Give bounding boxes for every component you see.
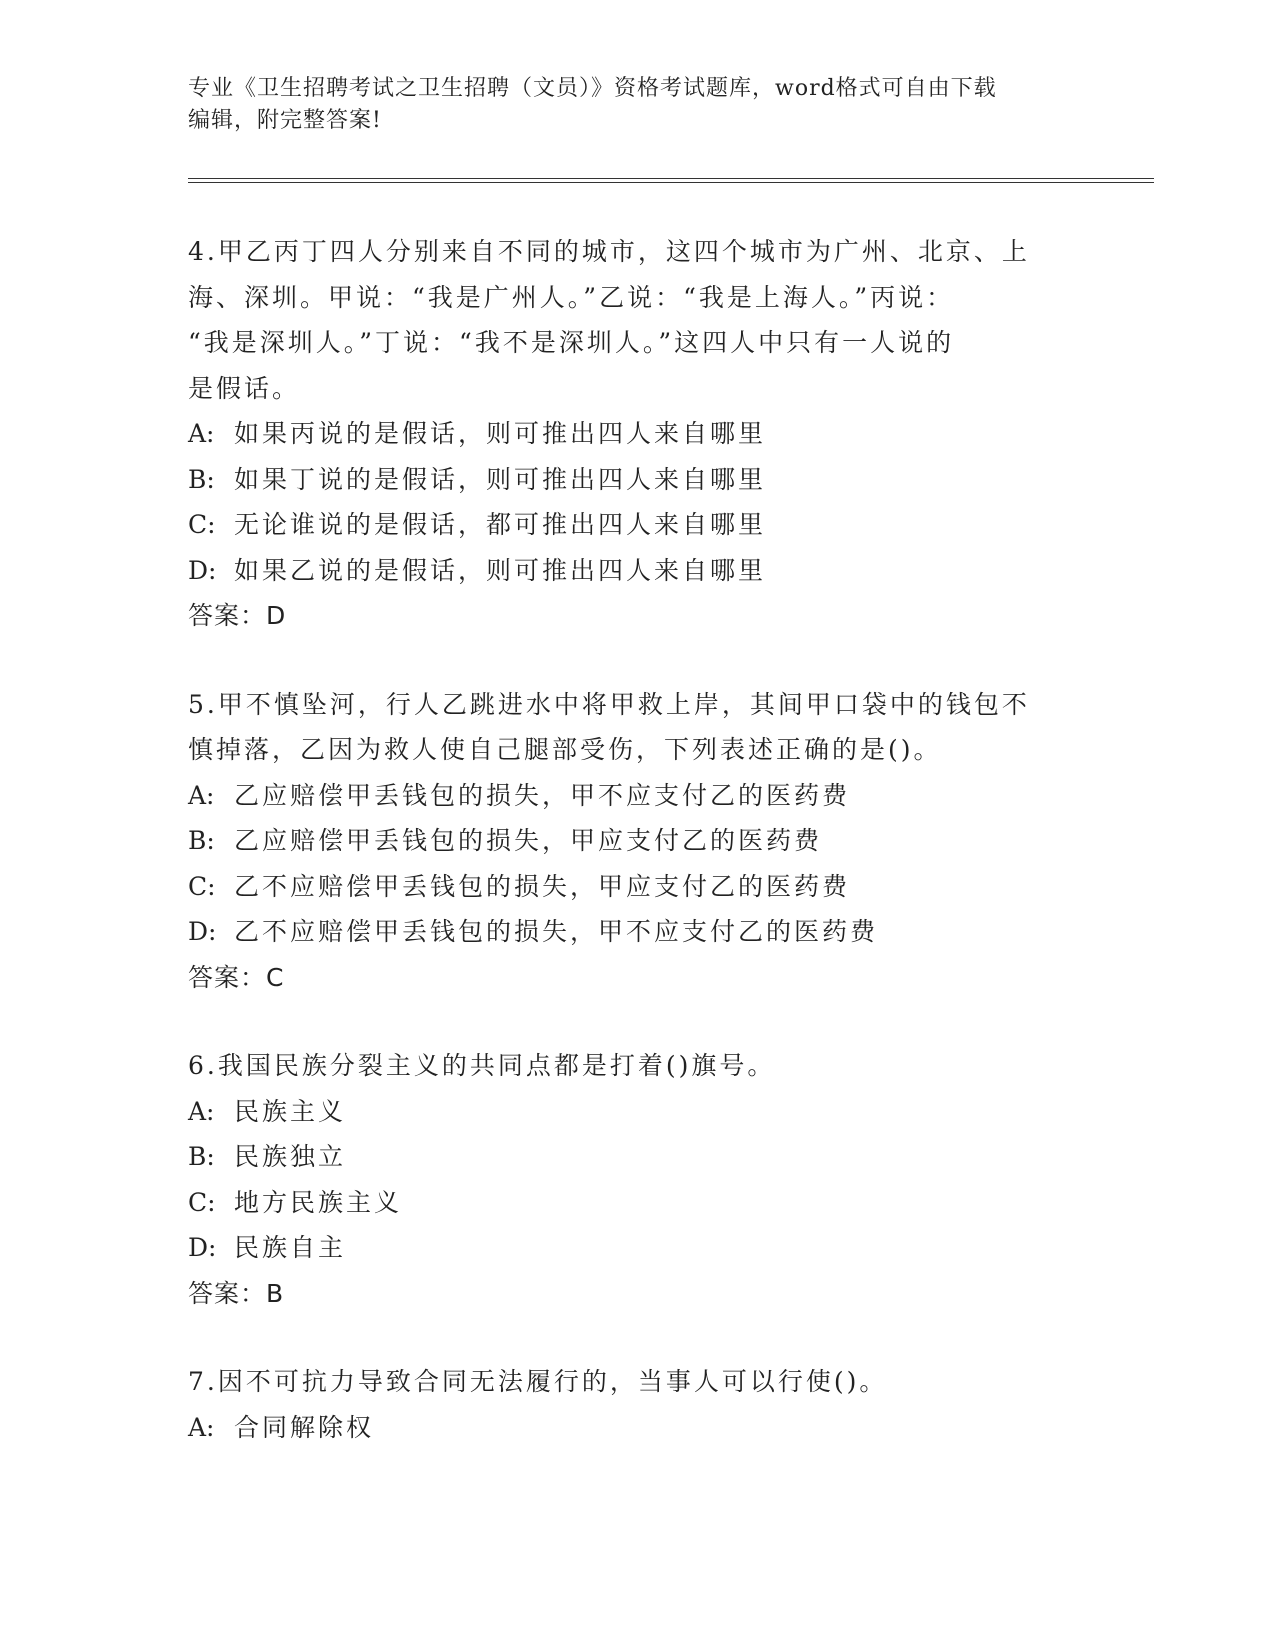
option-text: 乙不应赔偿甲丢钱包的损失，甲不应支付乙的医药费: [234, 917, 879, 946]
option-b: [188, 457, 1088, 503]
option-text: 无论谁说的是假话，都可推出四人来自哪里: [234, 510, 767, 539]
option-text: 如果丁说的是假话，则可推出四人来自哪里: [234, 464, 767, 494]
question-list: [188, 229, 1088, 1493]
option-b: [188, 1134, 1088, 1180]
header-divider: [188, 178, 1154, 183]
question-4: [188, 229, 1088, 639]
answer: 答案：B: [188, 1278, 285, 1308]
question-stem-line: 5.甲不慎坠河，行人乙跳进水中将甲救上岸，其间甲口袋中的钱包不: [188, 689, 1030, 719]
option-text: 民族主义: [234, 1096, 347, 1126]
option-b: [188, 818, 1088, 864]
option-c: [188, 1180, 1088, 1226]
option-text: 如果乙说的是假话，则可推出四人来自哪里: [234, 555, 767, 585]
option-text: 乙应赔偿甲丢钱包的损失，甲不应支付乙的医药费: [234, 780, 851, 810]
option-label: D:: [188, 555, 217, 585]
question-stem-line: 慎掉落，乙因为救人使自己腿部受伤，下列表述正确的是()。: [188, 735, 942, 764]
option-a: [188, 773, 1088, 819]
question-5: [188, 682, 1088, 1001]
header-line-2: 编辑，附完整答案!: [188, 108, 382, 133]
option-label: D:: [188, 917, 217, 946]
question-6: [188, 1043, 1088, 1316]
option-d: [188, 1225, 1088, 1271]
question-stem-line: “我是深圳人。”丁说：“我不是深圳人。”这四人中只有一人说的: [188, 328, 955, 357]
answer: 答案：D: [188, 601, 287, 630]
option-text: 地方民族主义: [234, 1187, 403, 1217]
question-stem-line: 海、深圳。甲说：“我是广州人。”乙说：“我是上海人。”丙说：: [188, 282, 955, 312]
option-a: [188, 1405, 1088, 1451]
option-text: 合同解除权: [234, 1412, 375, 1442]
question-stem-line: 6.我国民族分裂主义的共同点都是打着()旗号。: [188, 1051, 776, 1080]
option-label: B:: [188, 1142, 215, 1171]
option-a: [188, 411, 1088, 457]
document-header: [188, 73, 1088, 137]
option-d: [188, 909, 1088, 955]
option-text: 民族独立: [234, 1142, 347, 1171]
option-label: B:: [188, 826, 215, 855]
header-line-1: 专业《卫生招聘考试之卫生招聘（文员）》资格考试题库，word格式可自由下载: [188, 76, 997, 101]
option-label: C:: [188, 1187, 216, 1217]
option-label: C:: [188, 871, 216, 901]
option-label: C:: [188, 510, 216, 539]
option-text: 乙应赔偿甲丢钱包的损失，甲应支付乙的医药费: [234, 826, 823, 855]
option-label: A:: [188, 1096, 215, 1126]
option-c: [188, 864, 1088, 910]
question-stem-line: 7.因不可抗力导致合同无法履行的，当事人可以行使()。: [188, 1367, 888, 1396]
option-label: A:: [188, 419, 215, 448]
option-c: [188, 502, 1088, 548]
option-text: 乙不应赔偿甲丢钱包的损失，甲应支付乙的医药费: [234, 871, 851, 901]
option-text: 如果丙说的是假话，则可推出四人来自哪里: [234, 419, 767, 448]
option-d: [188, 548, 1088, 594]
question-7: [188, 1359, 1088, 1450]
question-stem-line: 4.甲乙丙丁四人分别来自不同的城市，这四个城市为广州、北京、上: [188, 237, 1030, 266]
option-a: [188, 1089, 1088, 1135]
option-label: A:: [188, 780, 215, 810]
question-stem-line: 是假话。: [188, 373, 301, 403]
answer: 答案：C: [188, 962, 285, 992]
option-label: A:: [188, 1412, 215, 1442]
option-label: D:: [188, 1233, 217, 1262]
option-text: 民族自主: [234, 1233, 347, 1262]
option-label: B:: [188, 464, 215, 494]
